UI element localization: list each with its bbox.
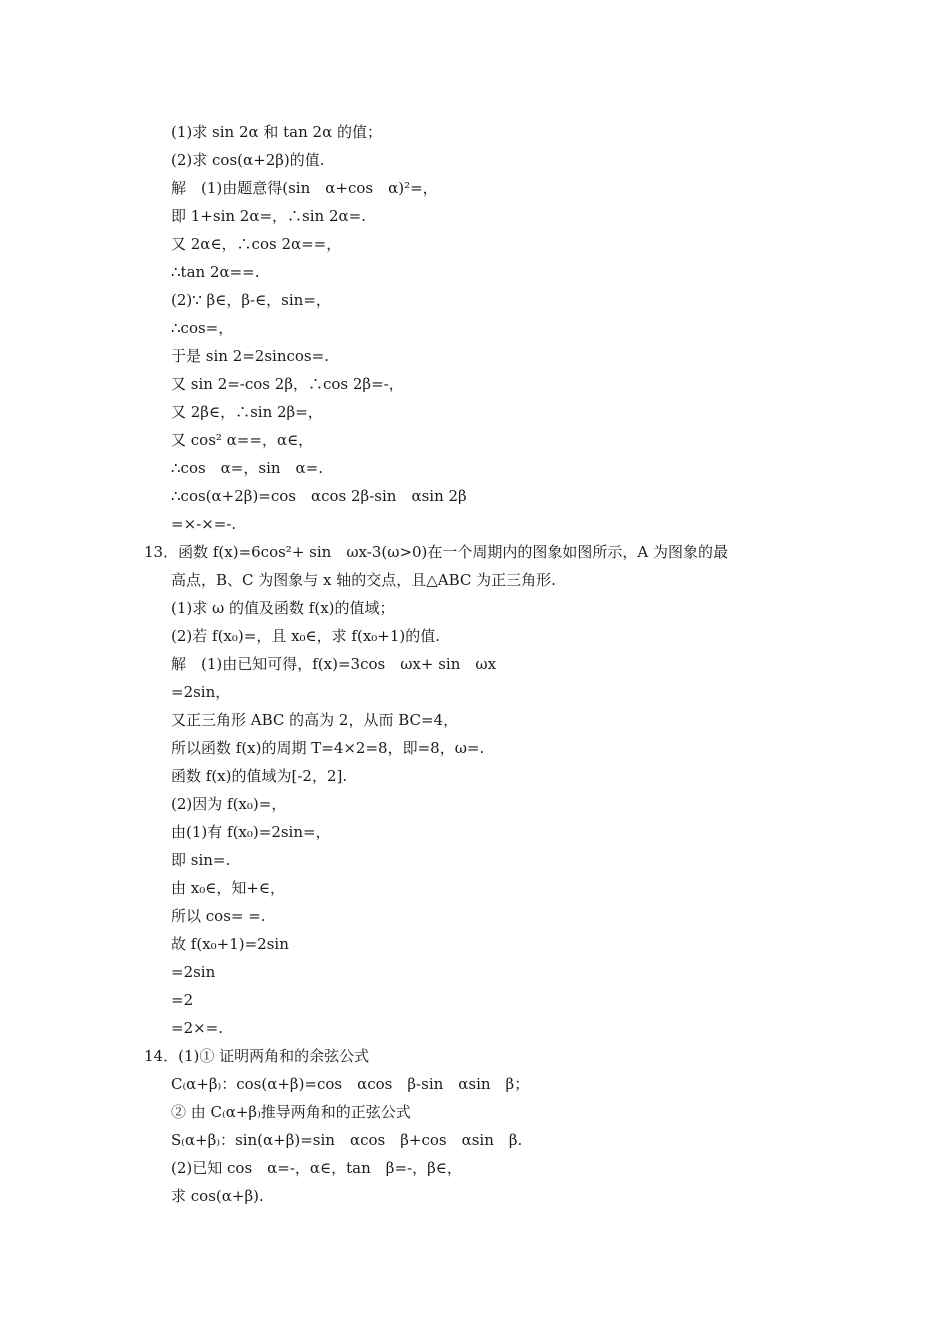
text-line: 求 cos(α+β). — [171, 1187, 264, 1205]
text-line: 又正三角形 ABC 的高为 2，从而 BC=4， — [171, 711, 459, 729]
text-line: =2sin， — [171, 683, 231, 701]
text-line: (2)因为 f(x₀)=， — [171, 795, 287, 813]
text-line: (2)若 f(x₀)=，且 x₀∈，求 f(x₀+1)的值. — [171, 627, 441, 645]
text-line: 所以 cos= =. — [171, 907, 266, 925]
text-line: (2)已知 cos α=-，α∈，tan β=-，β∈， — [171, 1159, 462, 1177]
question-14-stem: 14．(1)① 证明两角和的余弦公式 — [144, 1047, 370, 1065]
text-line: 即 1+sin 2α=，∴sin 2α=. — [171, 207, 366, 225]
text-line: 高点，B、C 为图象与 x 轴的交点，且△ABC 为正三角形. — [171, 571, 556, 589]
text-line: 又 sin 2=-cos 2β，∴cos 2β=-， — [171, 375, 404, 393]
text-line: =×-×=-. — [171, 515, 237, 533]
text-line: =2 — [171, 991, 194, 1009]
text-line: 又 2α∈，∴cos 2α==， — [171, 235, 342, 253]
text-line: C₍α+β₎：cos(α+β)=cos αcos β-sin αsin β； — [171, 1075, 530, 1093]
text-line: (2)∵ β∈，β-∈，sin=， — [171, 291, 331, 309]
text-line: 解 (1)由题意得(sin α+cos α)²=， — [171, 179, 438, 197]
text-line: 即 sin=. — [171, 851, 231, 869]
text-line: 函数 f(x)的值域为[-2，2]. — [171, 767, 348, 785]
text-line: S₍α+β₎：sin(α+β)=sin αcos β+cos αsin β. — [171, 1131, 523, 1149]
text-line: (2)求 cos(α+2β)的值. — [171, 151, 325, 169]
text-line: ② 由 C₍α+β₎推导两角和的正弦公式 — [171, 1103, 411, 1121]
text-line: (1)求 sin 2α 和 tan 2α 的值； — [171, 123, 382, 141]
text-line: ∴cos=， — [171, 319, 234, 337]
text-line: ∴tan 2α==. — [171, 263, 260, 281]
text-line: 又 cos² α==，α∈， — [171, 431, 314, 449]
text-line: 由(1)有 f(x₀)=2sin=， — [171, 823, 331, 841]
text-line: 解 (1)由已知可得，f(x)=3cos ωx+ sin ωx — [171, 655, 497, 673]
text-line: ∴cos α=，sin α=. — [171, 459, 323, 477]
text-line: =2×=. — [171, 1019, 224, 1037]
text-line: 由 x₀∈，知+∈， — [171, 879, 286, 897]
text-line: 所以函数 f(x)的周期 T=4×2=8，即=8，ω=. — [171, 739, 485, 757]
text-line: =2sin — [171, 963, 216, 981]
text-line: 于是 sin 2=2sincos=. — [171, 347, 329, 365]
text-line: 又 2β∈，∴sin 2β=， — [171, 403, 323, 421]
question-13-stem: 13．函数 f(x)=6cos²+ sin ωx-3(ω>0)在一个周期内的图象如图所示，A 为图象的最 — [144, 543, 729, 561]
text-line: (1)求 ω 的值及函数 f(x)的值域； — [171, 599, 395, 617]
text-line: 故 f(x₀+1)=2sin — [171, 935, 289, 953]
text-line: ∴cos(α+2β)=cos αcos 2β-sin αsin 2β — [171, 487, 467, 505]
